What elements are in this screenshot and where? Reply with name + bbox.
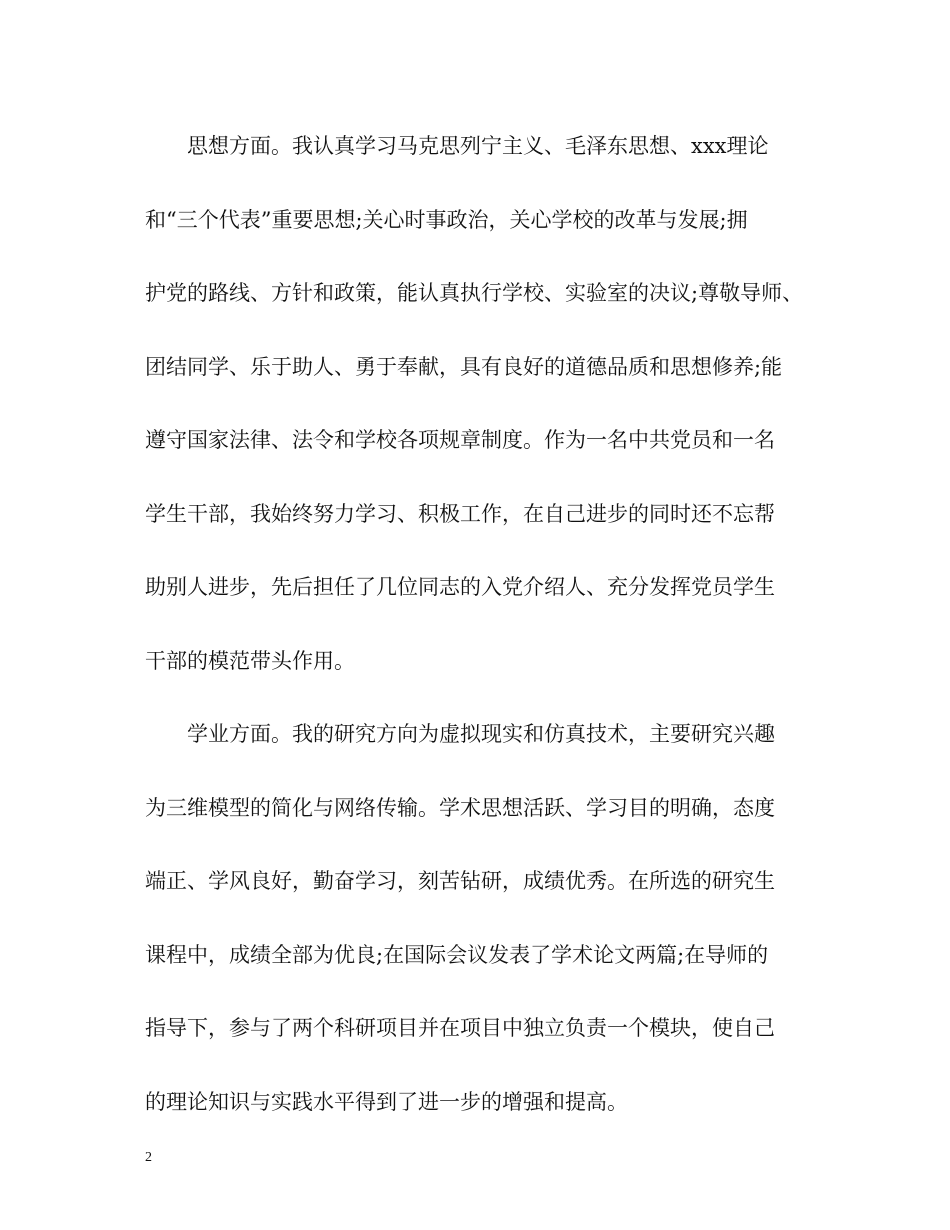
paragraph-1-line-5: 遵守国家法律、法令和学校各项规章制度。作为一名中共党员和一名	[145, 428, 775, 452]
paragraph-1-line-6: 学生干部，我始终努力学习、积极工作，在自己进步的同时还不忘帮	[145, 501, 775, 526]
paragraph-1-line-3: 护党的路线、方针和政策，能认真执行学校、实验室的决议;尊敬导师、	[145, 281, 804, 305]
paragraph-1-line-8: 干部的模范带头作用。	[145, 648, 355, 673]
paragraph-2-line-2: 为三维模型的简化与网络传输。学术思想活跃、学习目的明确，态度	[145, 795, 775, 820]
paragraph-1-line-4: 团结同学、乐于助人、勇于奉献，具有良好的道德品质和思想修养;能	[145, 354, 783, 379]
paragraph-1-line-1: 思想方面。我认真学习马克思列宁主义、毛泽东思想、xxx理论	[187, 134, 769, 158]
paragraph-2-line-5: 指导下，参与了两个科研项目并在项目中独立负责一个模块，使自己	[145, 1016, 775, 1040]
paragraph-2-line-1: 学业方面。我的研究方向为虚拟现实和仿真技术，主要研究兴趣	[187, 722, 775, 746]
page-number: 2	[145, 1150, 152, 1165]
document-body	[145, 122, 805, 1151]
paragraph-1-line-2: 和“三个代表”重要思想;关心时事政治，关心学校的改革与发展;拥	[145, 207, 748, 232]
paragraph-1-line-7: 助别人进步，先后担任了几位同志的入党介绍人、充分发挥党员学生	[145, 575, 775, 599]
paragraph-2-line-6: 的理论知识与实践水平得到了进一步的增强和提高。	[145, 1089, 628, 1114]
paragraph-2-line-3: 端正、学风良好，勤奋学习，刻苦钻研，成绩优秀。在所选的研究生	[145, 869, 775, 893]
paragraph-2-line-4: 课程中，成绩全部为优良;在国际会议发表了学术论文两篇;在导师的	[145, 942, 769, 967]
